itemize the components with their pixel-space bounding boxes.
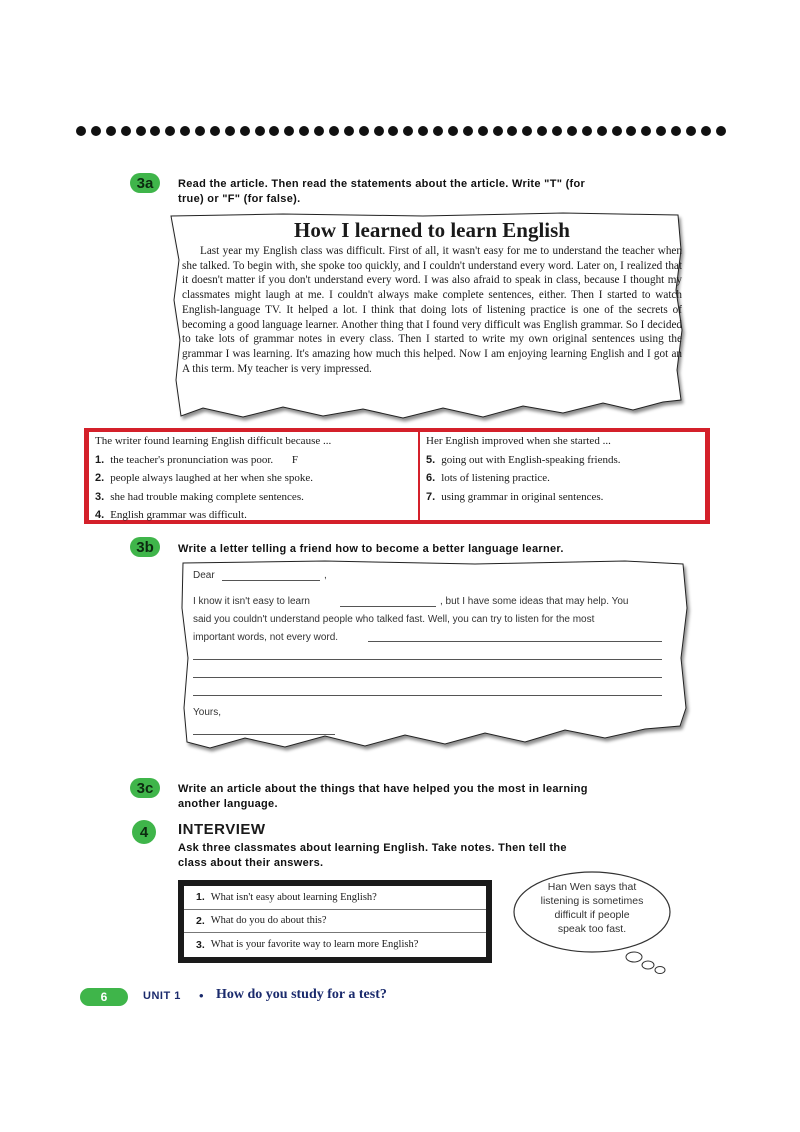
writing-line-2[interactable] [193,659,662,660]
statements-right-column [426,432,701,506]
section-3c-instruction-line1: Write an article about the things that have helped you the most in learning [178,783,588,795]
letter-line-3: important words, not every word. [193,632,339,643]
letter-greeting: Dear [193,570,215,581]
section-4-badge: 4 [132,820,156,844]
torn-paper-letter-background [175,558,695,758]
statements-column-divider [418,432,420,520]
interview-question-1: 1. What isn't easy about learning English? [184,886,486,910]
letter-line-1a: I know it isn't easy to learn [193,596,310,607]
statement-item-1: 1. the teacher's pronunciation was poor. F [95,453,299,466]
section-3b-badge: 3b [130,537,160,557]
recipient-name-blank[interactable] [222,580,320,581]
section-3c-instruction [178,782,718,812]
writing-line-1[interactable] [368,641,662,642]
statement-item-4: 4. English grammar was difficult. [95,509,247,521]
page-number-badge: 6 [80,988,128,1006]
writing-line-4[interactable] [193,695,662,696]
letter-line-2: said you couldn't understand people who talked fast. Well, you can try to listen for the most [193,614,595,625]
section-4-instruction-line1: Ask three classmates about learning English. Take notes. Then tell the [178,842,567,854]
answer-blank-1[interactable]: F [291,453,299,466]
thought-bubble-text: Han Wen says that listening is sometimes difficult if people speak too fast. [540,881,644,935]
section-3c-instruction-line2: another language. [178,798,278,810]
article-body: Last year my English class was difficult. First of all, it wasn't easy for me to understand the teacher when she talked. To begin with, she spoke too quickly, and I couldn't understand every word. Later on, I realized that it doesn't matter if you don't understand every word. I was also afraid to speak in class, because I thought my classmates might laugh at me. I couldn't always make complete sentences, either. Then I started to watch English-language TV. It helped a lot. I think that doing lots of listening practice is one of the secrets of becoming a good language learner. Another thing that I found very difficult was English grammar. So I decided to take lots of grammar notes in every class. Then I started to write my own original sentences using the grammar I was learning. It's amazing how much this helped. Now I am enjoying learning English and I got an A this term. My teacher is very impressed. [182,245,682,375]
letter-line-1b: , but I have some ideas that may help. You [440,596,629,607]
writing-line-3[interactable] [193,677,662,678]
section-3a-instruction [178,177,718,207]
statement-item-5: 5. going out with English-speaking friends. [426,453,621,466]
right-column-header: Her English improved when she started ... [426,435,611,447]
statement-item-2: 2. people always laughed at her when she spoke. [95,472,314,484]
interview-question-3: 3. What is your favorite way to learn more English? [196,938,419,951]
section-4-instruction [178,841,718,871]
left-column-header: The writer found learning English difficult because ... [95,435,332,447]
dotted-divider [76,124,726,138]
unit-label: UNIT 1 [143,990,181,1002]
statement-item-6: 6. lots of listening practice. [426,472,550,484]
footer-bullet: • [199,988,204,1003]
section-3a-instruction-line2: true) or "F" (for false). [178,193,301,205]
interview-question-2: 2. What do you do about this? [184,910,486,934]
section-3a-instruction-line1: Read the article. Then read the statements about the article. Write "T" (for [178,178,586,190]
language-blank[interactable] [340,606,436,607]
signature-blank[interactable] [193,734,335,735]
section-3b-instruction: Write a letter telling a friend how to become a better language learner. [178,543,564,555]
interview-questions-box [184,886,486,957]
section-4-instruction-line2: class about their answers. [178,857,324,869]
statement-item-7: 7. using grammar in original sentences. [426,490,604,503]
letter-closing: Yours, [193,707,221,718]
statements-left-column [95,432,415,525]
greeting-comma: , [324,570,327,581]
interview-title: INTERVIEW [178,821,266,838]
statement-item-3: 3. she had trouble making complete sentences. [95,490,304,503]
section-3c-badge: 3c [130,778,160,798]
article-title: How I learned to learn English [294,218,570,242]
section-3a-badge: 3a [130,173,160,193]
unit-title: How do you study for a test? [216,987,387,1002]
